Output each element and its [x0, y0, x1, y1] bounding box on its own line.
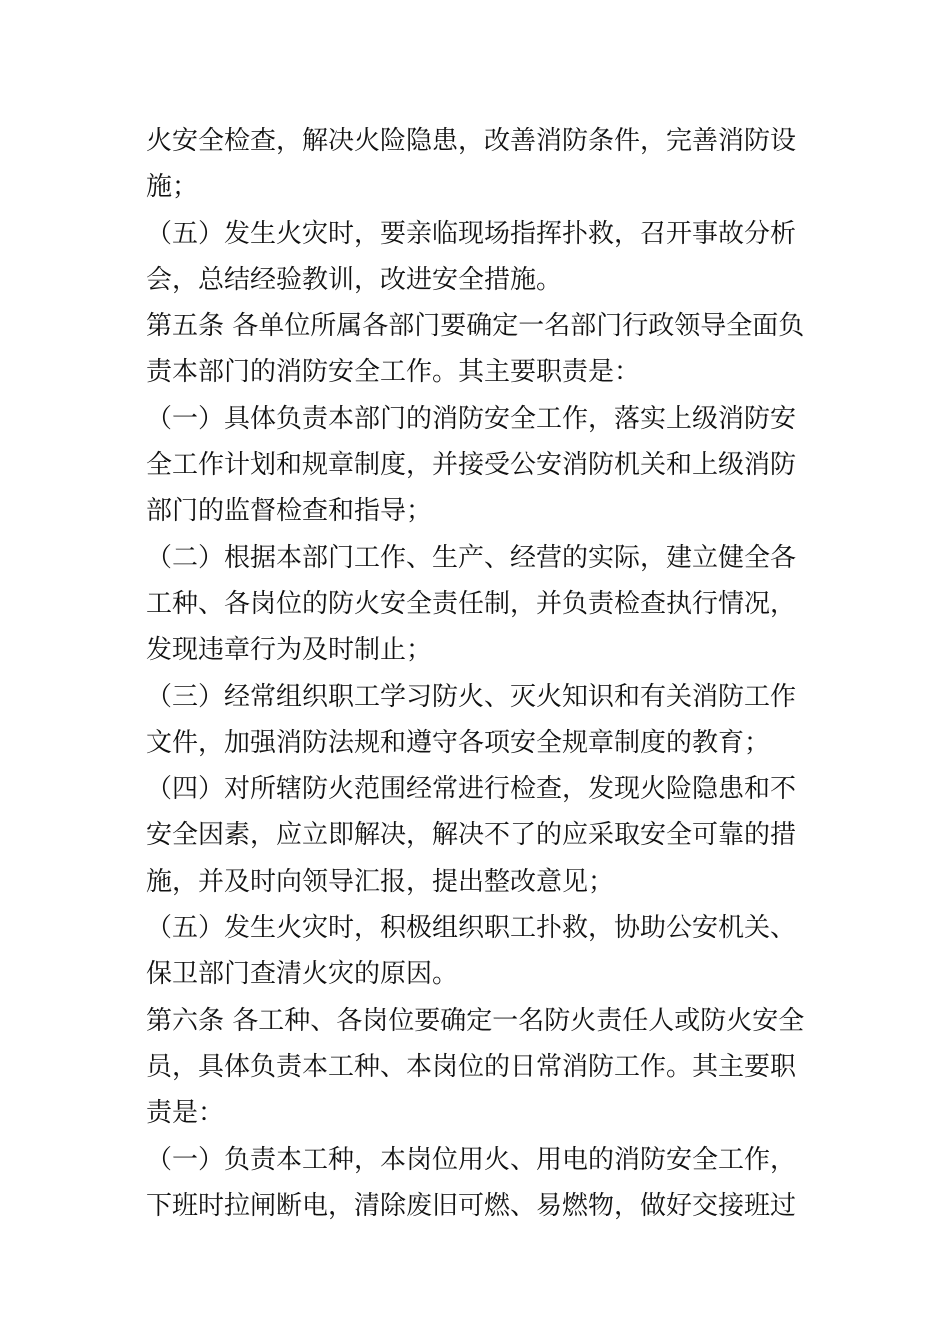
text-line: （五）发生火灾时，积极组织职工扑救，协助公安机关、 [146, 913, 797, 944]
text-line: （五）发生火灾时，要亲临现场指挥扑救，召开事故分析 [146, 218, 797, 249]
document-body [146, 118, 806, 1229]
text-line: 责本部门的消防安全工作。其主要职责是： [146, 357, 641, 388]
text-line: 保卫部门查清火灾的原因。 [146, 959, 459, 990]
article-heading-line: 第五条 各单位所属各部门要确定一名部门行政领导全面负 [146, 311, 805, 342]
text-line: 责是： [146, 1098, 225, 1129]
text-line: 火安全检查，解决火险隐患，改善消防条件，完善消防设 [146, 126, 797, 156]
text-line: 下班时拉闸断电，清除废旧可燃、易燃物，做好交接班过 [146, 1190, 797, 1221]
text-line: （二）根据本部门工作、生产、经营的实际，建立健全各 [146, 542, 797, 573]
text-line: （三）经常组织职工学习防火、灭火知识和有关消防工作 [146, 681, 797, 712]
text-line: 施； [146, 172, 199, 203]
text-line: 施，并及时向领导汇报，提出整改意见； [146, 866, 615, 897]
text-line: 全工作计划和规章制度，并接受公安消防机关和上级消防 [146, 450, 797, 481]
text-line: 发现违章行为及时制止； [146, 635, 433, 666]
text-line: 会，总结经验教训，改进安全措施。 [146, 264, 563, 295]
text-line: 安全因素，应立即解决，解决不了的应采取安全可靠的措 [146, 820, 797, 851]
text-line: （四）对所辖防火范围经常进行检查，发现火险隐患和不 [146, 774, 797, 805]
article-heading-line: 第六条 各工种、各岗位要确定一名防火责任人或防火安全 [146, 1005, 805, 1036]
text-line: 部门的监督检查和指导； [146, 496, 433, 527]
text-line: 员，具体负责本工种、本岗位的日常消防工作。其主要职 [146, 1051, 797, 1082]
text-line: （一）具体负责本部门的消防安全工作，落实上级消防安 [146, 403, 797, 434]
text-line: （一）负责本工种，本岗位用火、用电的消防安全工作， [146, 1144, 797, 1175]
text-line: 文件，加强消防法规和遵守各项安全规章制度的教育； [146, 727, 771, 758]
text-line: 工种、各岗位的防火安全责任制，并负责检查执行情况， [146, 588, 797, 619]
